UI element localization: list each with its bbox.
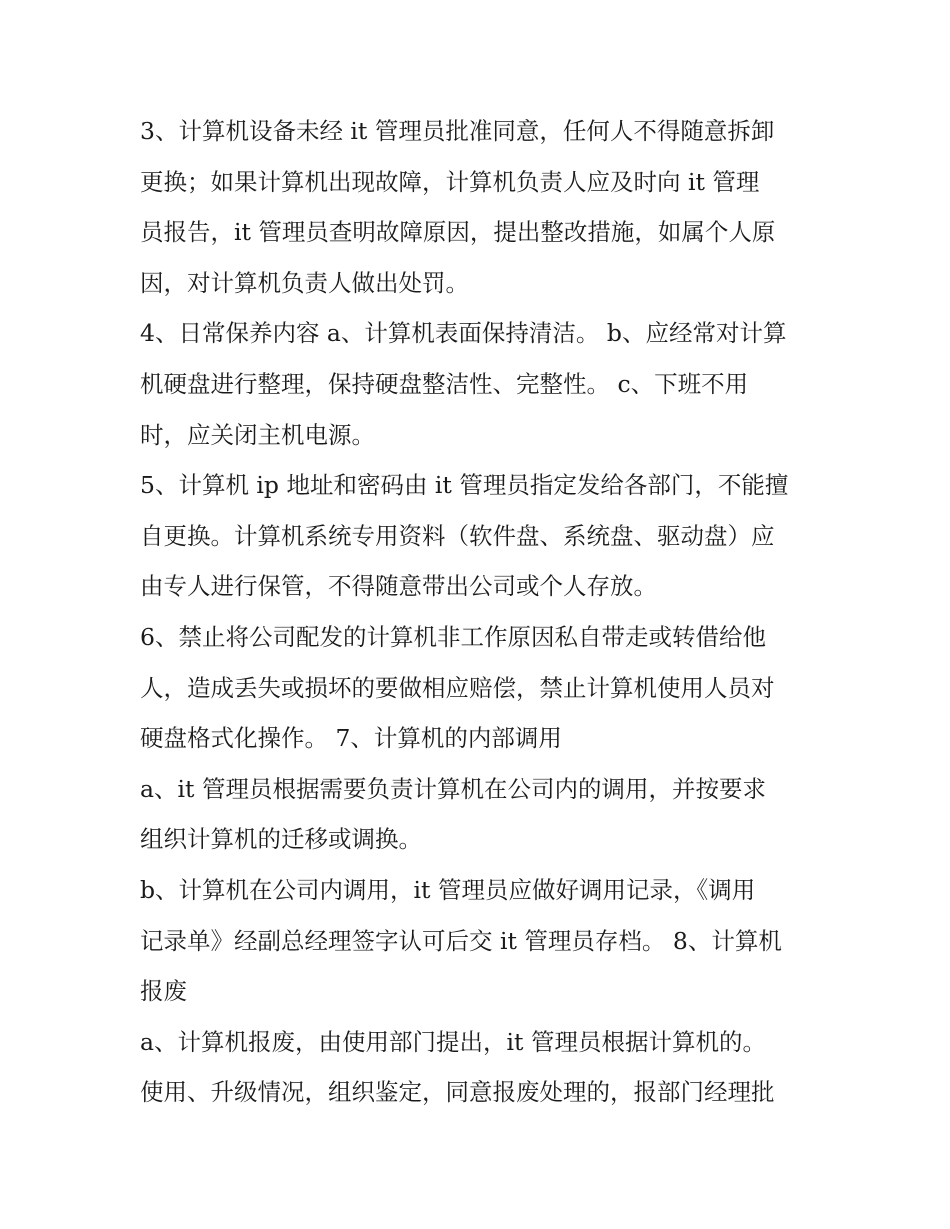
text-line: 因，对计算机负责人做出处罚。	[140, 268, 469, 297]
text-line: 报废	[140, 977, 187, 1006]
text-line: 自更换。计算机系统专用资料（软件盘、系统盘、驱动盘）应	[140, 521, 775, 550]
text-line: 5、计算机 ip 地址和密码由 it 管理员指定发给各部门，不能擅	[140, 471, 789, 500]
text-line: a、计算机报废，由使用部门提出，it 管理员根据计算机的。	[140, 1027, 766, 1056]
text-line: 机硬盘进行整理，保持硬盘整洁性、完整性。 c、下班不用	[140, 369, 749, 398]
text-line: 时，应关闭主机电源。	[140, 420, 375, 449]
text-line: b、计算机在公司内调用，it 管理员应做好调用记录，《调用	[140, 875, 756, 904]
text-line: 人，造成丢失或损坏的要做相应赔偿，禁止计算机使用人员对	[140, 673, 775, 702]
text-line: a、it 管理员根据需要负责计算机在公司内的调用，并按要求	[140, 774, 766, 803]
text-line: 组织计算机的迁移或调换。	[140, 825, 422, 854]
document-body	[140, 106, 820, 1118]
text-line: 员报告，it 管理员查明故障原因，提出整改措施，如属个人原	[140, 218, 776, 247]
text-line: 由专人进行保管，不得随意带出公司或个人存放。	[140, 572, 657, 601]
text-line: 4、日常保养内容 a、计算机表面保持清洁。 b、应经常对计算	[140, 319, 787, 348]
text-line: 使用、升级情况，组织鉴定，同意报废处理的，报部门经理批	[140, 1078, 775, 1107]
text-line: 记录单》经副总经理签字认可后交 it 管理员存档。 8、计算机	[140, 926, 782, 955]
text-line: 3、计算机设备未经 it 管理员批准同意，任何人不得随意拆卸	[140, 117, 775, 145]
text-line: 6、禁止将公司配发的计算机非工作原因私自带走或转借给他	[140, 622, 766, 651]
text-line: 硬盘格式化操作。 7、计算机的内部调用	[140, 724, 562, 753]
text-line: 更换；如果计算机出现故障，计算机负责人应及时向 it 管理	[140, 167, 760, 196]
